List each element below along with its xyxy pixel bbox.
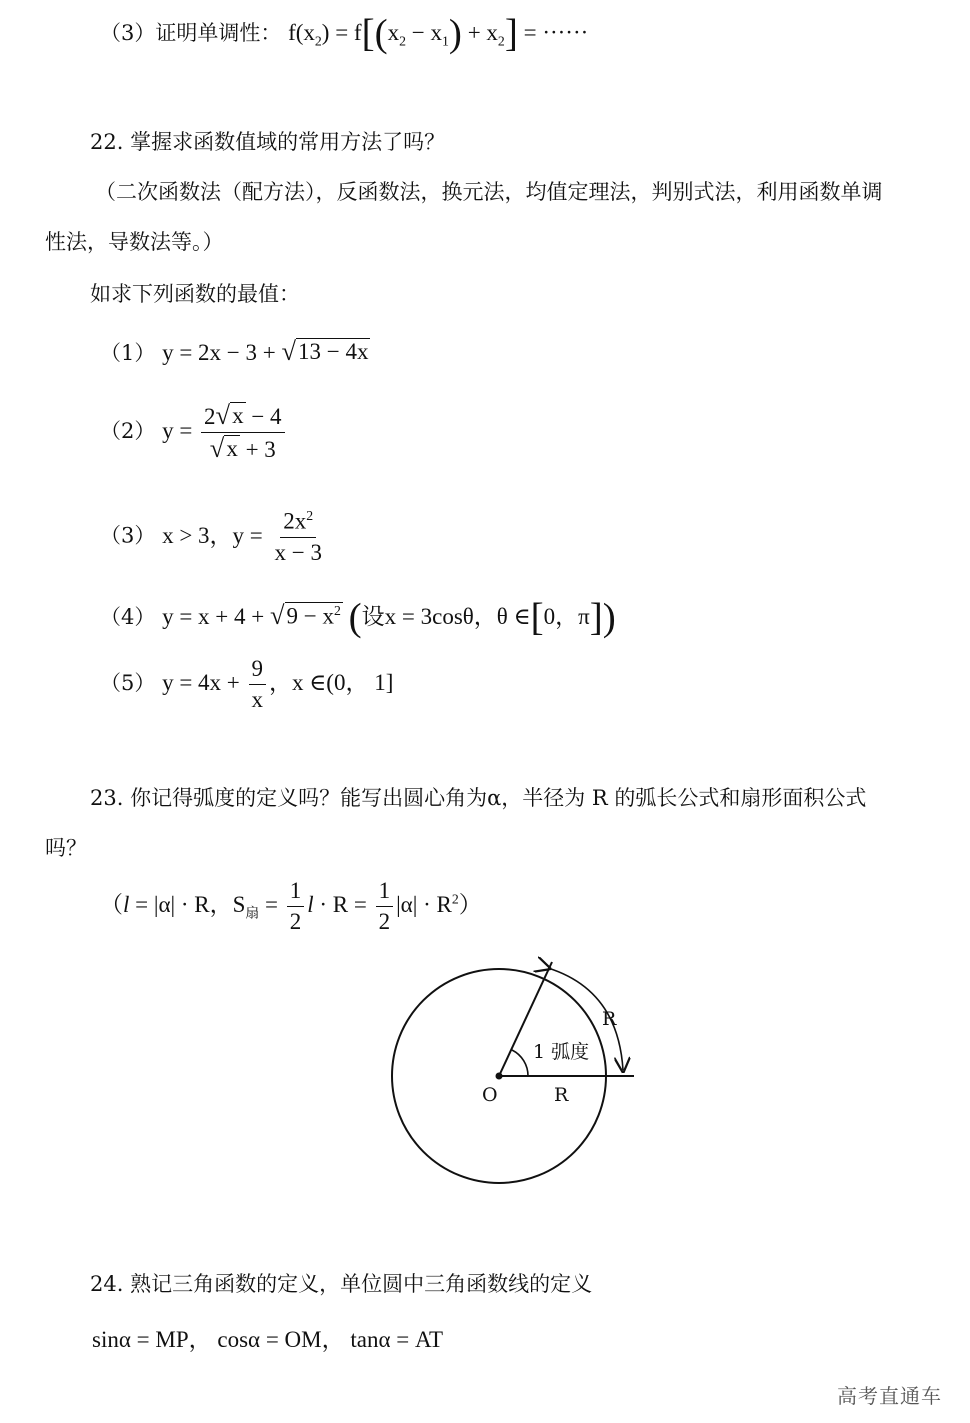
item-3-label: （3） [100,523,156,548]
center-point [496,1073,503,1080]
label-angle: 1 弧度 [533,1041,590,1063]
q22-methods-line2: 性法，导数法等。） [45,230,224,254]
item-1-formula: y = 2x − 3 + √ 13 − 4x [162,336,369,366]
item-3-formula: x > 3，y = $\frac{2x^2}{x - 3}$ [162,508,322,566]
ellipsis: ······ [542,20,589,46]
item-2-label: （2） [100,419,156,444]
q22-item-3 [100,508,328,567]
item-5-formula: y = 4x + $\frac{9}{x}$ ，x ∈(0， 1] [162,656,394,713]
q22-methods-line1: （二次函数法（配方法），反函数法，换元法，均值定理法，判别式法，利用函数单调 [95,180,883,204]
q24-formula: sinα = MP， cosα = OM， tanα = AT [92,1327,444,1352]
q23-formula: （l = |α| · R，$S_扇$ = $\frac{1}{2}$ l · R = $\frac{1}{2}$ $|\alpha| \cdot R^2$） [100,878,482,935]
angle-arc [512,1050,528,1076]
q22-intro: 如求下列函数的最值： [90,282,300,306]
watermark: 高考直通车 [837,1384,942,1408]
radian-diagram [380,950,660,1190]
q23-question-line2: 吗？ [45,836,87,860]
item-1-label: （1） [100,341,156,365]
monotonicity-prefix: （3）证明单调性： [100,21,282,46]
q22-item-1 [100,338,370,367]
item-4-label: （4） [100,605,156,630]
label-o: O [482,1084,498,1106]
q22-item-4 [100,596,616,639]
label-r-arc: R [602,1008,617,1030]
q22-item-5 [100,656,393,714]
q22-title: 22. 掌握求函数值域的常用方法了吗？ [90,130,446,154]
item-4-formula: y = x + 4 + √ $9 - x^2$ (设x = 3cosθ，θ ∈[0，π]) [162,596,616,639]
monotonicity-formula: $f(x_2) = f[(x_2 - x_1) + x_2]$ = ······ [288,12,589,55]
q22-item-2 [100,402,288,464]
q24-title: 24. 熟记三角函数的定义，单位圆中三角函数线的定义 [90,1272,593,1296]
monotonicity-line [100,12,589,55]
label-r-radius: R [554,1084,569,1106]
q23-question-line1: 23. 你记得弧度的定义吗？能写出圆心角为α，半径为 R 的弧长公式和扇形面积公式 [90,786,867,810]
item-5-label: （5） [100,671,156,696]
item-2-formula: y = 2 √ x − 4 √ x + 3 [162,418,287,443]
